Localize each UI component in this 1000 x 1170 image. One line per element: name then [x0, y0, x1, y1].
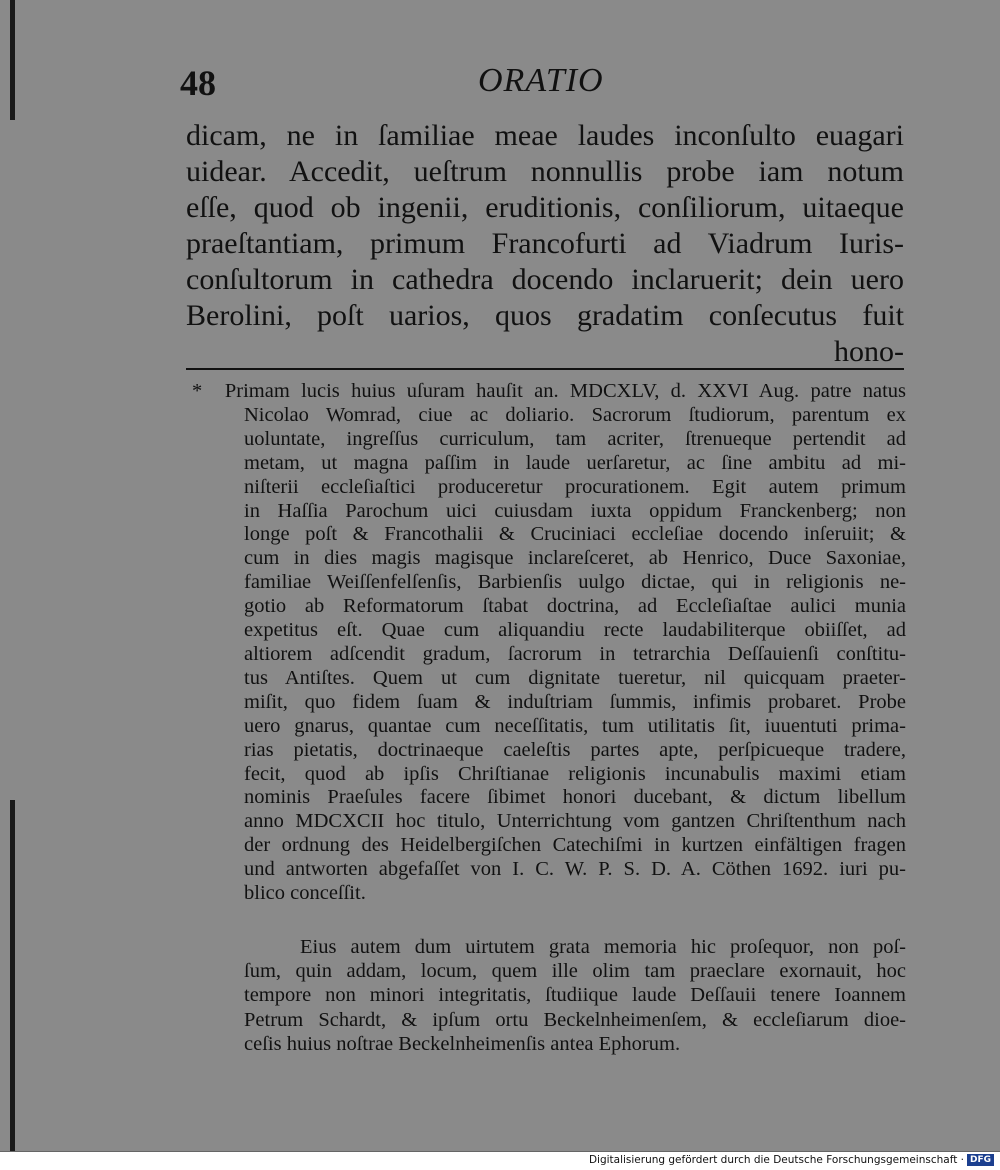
footnote-line: und antworten abgefaſſet von I. C. W. P. S. D. A. Cöthen 1692. iuri pu-: [244, 858, 906, 881]
footnote-line: in Haſſia Parochum uici cuiusdam iuxta oppidum Franckenberg; non: [244, 499, 906, 522]
page-number: 48: [180, 63, 216, 103]
credit-text: Digitalisierung gefördert durch die Deutsche Forschungsgemeinschaft ·: [588, 1154, 964, 1166]
footnote-body: [186, 404, 906, 906]
digitization-credit-bar: [0, 1151, 1000, 1170]
footnote-line: blico conceſſit.: [244, 882, 366, 905]
footnote-line: miſit, quo fidem ſuam & induſtriam ſummis, infimis probaret. Probe: [244, 690, 906, 713]
paragraph-line: tempore non minori integritatis, ſtudiique laude Deſſauii tenere Ioannem: [244, 984, 906, 1007]
paragraph-line: Petrum Schardt, & ipſum ortu Beckelnheimenſem, & eccleſiarum dioe-: [244, 1008, 906, 1031]
footnote-line: longe poſt & Francothalii & Cruciniaci eccleſiae docendo inſeruiit; &: [244, 523, 906, 546]
footnote: [186, 380, 906, 906]
footnote-line: cum in dies magis magisque inclareſceret, ab Henrico, Duce Saxoniae,: [244, 547, 906, 570]
footnote-line: Nicolao Womrad, ciue ac doliario. Sacrorum ſtudiorum, parentum ex: [244, 403, 906, 426]
footnote-line: tus Antiſtes. Quem ut cum dignitate tueretur, nil quicquam praeter-: [244, 666, 906, 689]
main-text-line: Berolini, poſt uarios, quos gradatim conſecutus fuit: [186, 299, 904, 332]
paragraph-line: ſum, quin addam, locum, quem ille olim tam praeclare exornauit, hoc: [244, 960, 906, 983]
footnote-first-line: [186, 380, 906, 404]
main-text-line: uidear. Accedit, ueſtrum nonnullis probe iam notum: [186, 155, 904, 188]
footnote-line: nominis Praeſules facere ſibimet honori ducebant, & dictum libellum: [244, 786, 906, 809]
footnote-line: uoluntate, ingreſſus curriculum, tam acriter, ſtrenueque pertendit ad: [244, 427, 906, 450]
main-text: [186, 118, 904, 370]
book-spine-edge-bottom: [10, 800, 15, 1170]
footnote-line: familiae Weiſſenfelſenſis, Barbienſis uulgo dictae, qui in religionis ne-: [244, 571, 906, 594]
footnote-paragraph-2: [244, 935, 906, 1056]
footnote-line: expetitus eſt. Quae cum aliquandiu recte laudabiliterque obiiſſet, ad: [244, 619, 906, 642]
main-text-line: praeſtantiam, primum Francofurti ad Viadrum Iuris-: [186, 227, 904, 260]
footnote-line: altiorem adſcendit gradum, ſacrorum in tetrarchia Deſſauienſi conſtitu-: [244, 642, 906, 665]
footnote-line: anno MDCXCII hoc titulo, Unterrichtung vom gantzen Chriſtenthum nach: [244, 810, 906, 833]
main-text-line: conſultorum in cathedra docendo inclaruerit; dein uero: [186, 263, 904, 296]
footnote-line: niſterii eccleſiaſtici produceretur procurationem. Egit autem primum: [244, 475, 906, 498]
paragraph-line: ceſis huius noſtrae Beckelnheimenſis antea Ephorum.: [244, 1032, 681, 1055]
footnote-line: uero gnarus, quantae cum neceſſitatis, tum utilitatis ſit, iuuentuti prima-: [244, 714, 906, 737]
footnote-line: gotio ab Reformatorum ſtabat doctrina, ad Eccleſiaſtae aulici munia: [244, 595, 906, 618]
main-text-line: dicam, ne in ſamiliae meae laudes inconſulto euagari: [186, 119, 904, 152]
paragraph-line: Eius autem dum uirtutem grata memoria hic proſequor, non poſ-: [300, 936, 906, 958]
catchword: hono-: [834, 335, 904, 368]
footnote-marker: *: [192, 380, 203, 402]
book-spine-edge-top: [10, 0, 15, 120]
footnote-separator-rule: [186, 368, 904, 370]
footnote-line: rias pietatis, doctrinaeque caeleſtis partes apte, perſpicueque tradere,: [244, 738, 906, 761]
footnote-line: fecit, quod ab ipſis Chriſtianae religionis incunabulis maximi etiam: [244, 762, 906, 785]
footnote-line: Primam lucis huius uſuram hauſit an. MDCXLV, d. XXVI Aug. patre natus: [224, 380, 907, 402]
footnote-line: metam, ut magna paſſim in laude uerſaretur, ac ſine ambitu ad mi-: [244, 451, 906, 474]
footnote-line: der ordnung des Heidelbergiſchen Catechiſmi in kurtzen einfältigen fragen: [244, 834, 906, 857]
main-text-line: eſſe, quod ob ingenii, eruditionis, conſiliorum, uitaeque: [186, 191, 904, 224]
running-title: ORATIO: [478, 62, 604, 99]
dfg-logo: DFG: [967, 1154, 994, 1166]
